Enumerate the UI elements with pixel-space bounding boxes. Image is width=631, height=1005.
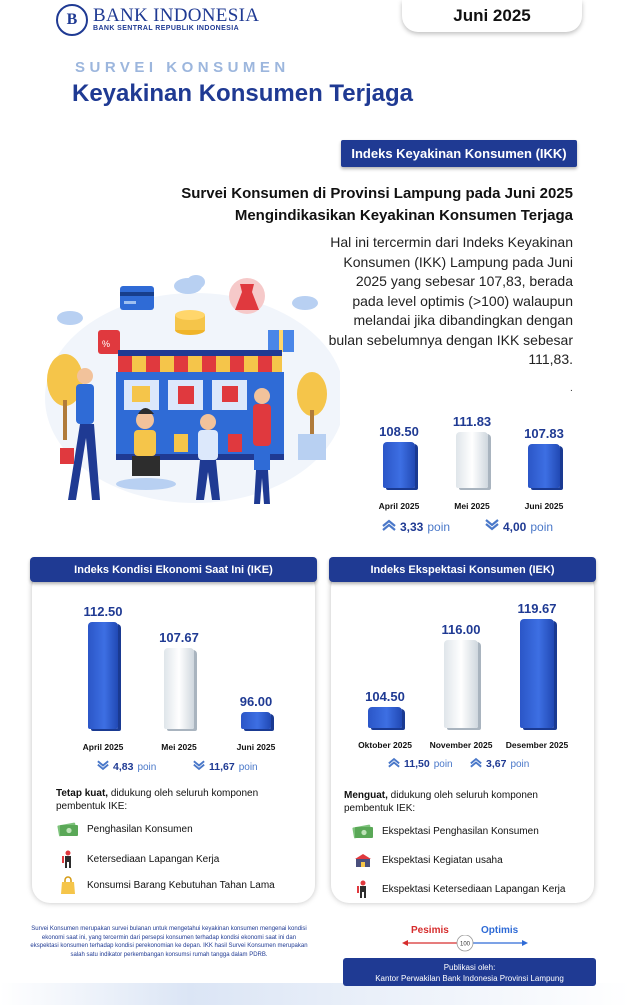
ikk-change-2 [485, 519, 553, 534]
ike-change-2-value: 11,67 [209, 761, 235, 773]
ike-summary-rest: didukung oleh seluruh komponen pembentuk IKE: [56, 788, 259, 812]
ikk-bar-1 [383, 442, 415, 488]
ikk-headline-line1: Survei Konsumen di Provinsi Lampung pada Juni 2025 [181, 185, 573, 202]
iek-component-2 [352, 851, 503, 869]
cloud-icon-right [292, 296, 318, 310]
survey-label: SURVEI KONSUMEN [75, 59, 290, 76]
ikk-bar-value-2: 111.83 [452, 414, 492, 430]
iek-bar-value-2: 116.00 [441, 622, 481, 638]
shop-awning [118, 350, 282, 372]
iek-change-1-unit: poin [433, 758, 453, 770]
ikk-category-3: Juni 2025 [524, 501, 564, 511]
ike-bar-3 [241, 712, 271, 729]
ikk-bar-3 [528, 444, 560, 488]
dress-icon [229, 278, 265, 314]
ikk-bar-2 [456, 432, 488, 488]
credit-card-icon [120, 286, 154, 310]
period-badge: Juni 2025 [402, 0, 582, 32]
bank-subtitle: BANK SENTRAL REPUBLIK INDONESIA [93, 25, 240, 32]
money-icon [352, 822, 374, 840]
iek-change-2-value: 3,67 [486, 758, 507, 770]
iek-component-2-label: Ekspektasi Kegiatan usaha [382, 854, 503, 866]
change-down-icon [485, 519, 499, 534]
ikk-change-1 [382, 519, 450, 534]
coins-icon [175, 310, 205, 335]
change-up-icon [388, 757, 400, 771]
iek-bar-1 [368, 707, 402, 728]
survey-footnote: Survei Konsumen merupakan survei bulanan untuk mengetahui keyakinan konsumen mengenai kondisi ekonomi saat ini, yang tercermin dari persepsi konsumen terhadap kondisi ekonomi saat ini dan ekspektasi konsumen terhadap kondisi perekonomian ke depan. IKK hasil Survei Konsumen merupakan salah satu indikator perkembangan konsumsi rumah tangga dalam PDRB. [30, 926, 308, 958]
iek-bar-value-3: 119.67 [517, 600, 557, 616]
gift-icon [268, 330, 294, 352]
worker-icon [57, 850, 79, 868]
ike-component-3 [57, 876, 275, 894]
ikk-change-2-value: 4,00 [503, 519, 527, 534]
ike-component-2 [57, 850, 219, 868]
ikk-headline-line2: Mengindikasikan Keyakinan Konsumen Terjaga [234, 207, 573, 224]
change-up-icon [382, 519, 396, 534]
iek-bar-3 [520, 619, 554, 728]
iek-panel-title: Indeks Ekspektasi Konsumen (IEK) [329, 557, 596, 582]
price-tag-icon [98, 330, 120, 354]
iek-component-1 [352, 822, 539, 840]
iek-bar-2 [444, 640, 478, 728]
iek-summary [344, 789, 574, 815]
ikk-bar-value-1: 108.50 [379, 424, 419, 440]
ike-summary [56, 787, 286, 813]
iek-category-3: Desember 2025 [505, 740, 569, 750]
shopping-bag-icon [57, 876, 79, 894]
change-down-icon [97, 760, 109, 774]
iek-component-1-label: Ekspektasi Penghasilan Konsumen [382, 825, 539, 837]
bank-logo-icon: B [56, 4, 88, 36]
iek-change-1 [388, 757, 453, 771]
iek-component-3-label: Ekspektasi Ketersediaan Lapangan Kerja [382, 883, 566, 895]
ike-bar-value-3: 96.00 [239, 694, 273, 710]
ikk-headline [153, 183, 573, 227]
ike-category-3: Juni 2025 [236, 742, 276, 752]
worker-icon [352, 880, 374, 898]
ikk-change-1-value: 3,33 [400, 519, 424, 534]
svg-text:%: % [102, 339, 111, 349]
publisher-box [343, 958, 596, 986]
ike-panel-title: Indeks Kondisi Ekonomi Saat Ini (IKE) [30, 557, 317, 582]
ike-change-2-unit: poin [238, 761, 258, 773]
ikk-change-1-unit: poin [427, 519, 451, 534]
business-icon [352, 851, 374, 869]
change-down-icon [193, 760, 205, 774]
cloud-icon-left [57, 311, 83, 325]
ike-bar-value-2: 107.67 [159, 630, 199, 646]
ike-change-1 [97, 760, 156, 774]
publisher-name: Kantor Perwakilan Bank Indonesia Provinsi Lampung [375, 974, 564, 983]
ikk-change-2-unit: poin [530, 519, 554, 534]
ike-component-2-label: Ketersediaan Lapangan Kerja [87, 853, 220, 865]
ike-bar-1 [88, 622, 118, 729]
ikk-section-badge: Indeks Keyakinan Konsumen (IKK) [341, 140, 577, 167]
footer-band [0, 983, 631, 1005]
ikk-description: Hal ini tercermin dari Indeks Keyakinan Konsumen (IKK) Lampung pada Juni 2025 yang sebesar 107,83, berada pada level optimis (>100) walaupun melandai jika dibandingkan dengan bulan sebelumnya dengan IKK sebesar 111,83. [328, 234, 573, 367]
ikk-category-2: Mei 2025 [454, 501, 490, 511]
ike-bar-2 [164, 648, 194, 729]
pessimist-optimist-scale [400, 935, 530, 955]
ikk-chart [370, 380, 570, 520]
shop-illustration [40, 268, 340, 518]
iek-chart [340, 592, 580, 756]
ikk-category-1: April 2025 [378, 501, 420, 511]
iek-change-2 [470, 757, 529, 771]
iek-change-2-unit: poin [510, 758, 530, 770]
ike-component-1-label: Penghasilan Konsumen [87, 823, 193, 835]
iek-bar-value-1: 104.50 [365, 689, 405, 705]
change-up-icon [470, 757, 482, 771]
ike-bar-value-1: 112.50 [83, 604, 123, 620]
cloud-icon [174, 275, 205, 294]
ike-chart [58, 592, 288, 756]
money-icon [57, 820, 79, 838]
decorative-dot: . [570, 383, 573, 394]
optimist-label: Optimis [481, 925, 519, 936]
ikk-bar-value-3: 107.83 [524, 426, 564, 442]
iek-summary-bold: Menguat, [344, 790, 388, 801]
iek-category-1: Oktober 2025 [358, 740, 412, 750]
bank-name: BANK INDONESIA [93, 5, 260, 26]
ike-category-1: April 2025 [82, 742, 124, 752]
ike-change-2 [193, 760, 258, 774]
pessimist-label: Pesimis [411, 925, 449, 936]
ike-summary-bold: Tetap kuat, [56, 788, 109, 799]
page-title: Keyakinan Konsumen Terjaga [72, 80, 413, 107]
iek-summary-rest: didukung oleh seluruh komponen pembentuk IEK: [344, 790, 538, 814]
ike-component-1 [57, 820, 193, 838]
iek-change-1-value: 11,50 [404, 758, 430, 770]
ike-component-3-label: Konsumsi Barang Kebutuhan Tahan Lama [87, 879, 275, 891]
threshold-label: 100 [459, 941, 471, 948]
iek-component-3 [352, 880, 565, 898]
iek-category-2: November 2025 [429, 740, 493, 750]
published-by-label: Publikasi oleh: [443, 963, 496, 972]
ike-change-1-value: 4,83 [113, 761, 134, 773]
ike-change-1-unit: poin [137, 761, 157, 773]
ike-category-2: Mei 2025 [161, 742, 197, 752]
